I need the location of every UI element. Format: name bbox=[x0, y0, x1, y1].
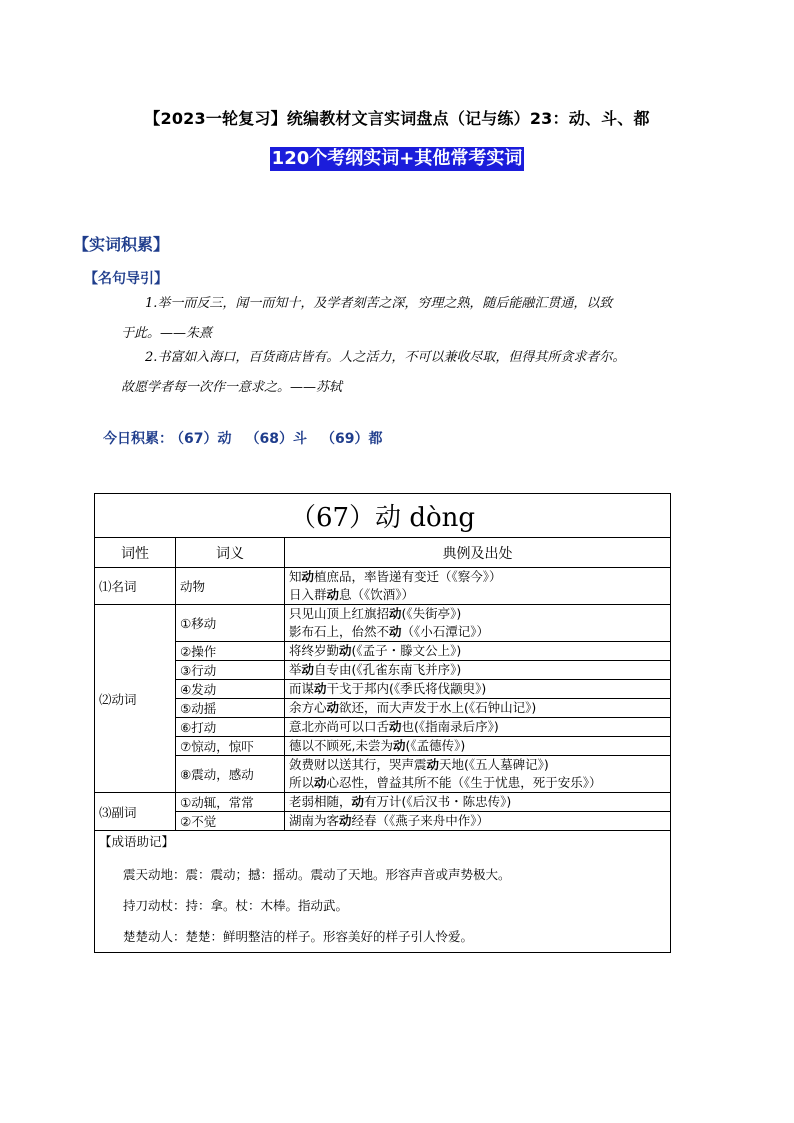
quote-1-line-1: 1.举一而反三，闻一而知十，及学者刻苦之深，穷理之熟，随后能融汇贯通，以致 bbox=[145, 296, 613, 311]
example-text: 心忍性，曾益其所不能（《生于忧患，死于安乐》） bbox=[326, 775, 602, 790]
example-text: 知 bbox=[289, 569, 302, 584]
part-of-speech-cell: ⑶副词 bbox=[95, 793, 176, 831]
table-row bbox=[95, 568, 671, 605]
section-heading: 【实词积累】 bbox=[73, 235, 170, 254]
example-text: 天地(《五人墓碑记》) bbox=[439, 757, 549, 772]
table-row bbox=[95, 605, 671, 642]
idiom-entry: 持刀动杖：持：拿。杖：木棒。指动武。 bbox=[123, 898, 349, 913]
quote-2-line-1: 2.书富如入海口，百货商店皆有。人之活力，不可以兼收尽取，但得其所贪求者尔。 bbox=[145, 350, 626, 365]
example-text: 意北亦尚可以口舌 bbox=[289, 719, 390, 734]
meaning-cell: ⑦惊动，惊吓 bbox=[176, 737, 285, 756]
key-word: 动 bbox=[389, 624, 402, 639]
example-text: (《孟子・滕文公上》) bbox=[351, 643, 462, 658]
example-cell bbox=[285, 812, 671, 831]
example-line bbox=[289, 737, 666, 755]
example-line bbox=[289, 586, 666, 604]
example-cell bbox=[285, 605, 671, 642]
example-cell bbox=[285, 642, 671, 661]
today-item: （68）斗 bbox=[245, 431, 307, 447]
example-text: 影布石上，佁然不 bbox=[289, 624, 390, 639]
example-text: (《孟德传》) bbox=[405, 738, 466, 753]
example-line bbox=[289, 680, 666, 698]
example-line bbox=[289, 699, 666, 717]
example-line bbox=[289, 812, 666, 830]
example-text: 举 bbox=[289, 662, 302, 677]
subtitle-wrap bbox=[0, 147, 794, 171]
today-accumulation bbox=[103, 428, 396, 448]
table-row bbox=[95, 661, 671, 680]
example-text: 德以不顾死,未尝为 bbox=[289, 738, 393, 753]
key-word: 动 bbox=[301, 569, 315, 584]
example-text: 自专由(《孔雀东南飞并序》) bbox=[314, 662, 462, 677]
key-word: 动 bbox=[314, 775, 327, 790]
example-cell bbox=[285, 756, 671, 793]
meaning-cell: ①动辄，常常 bbox=[176, 793, 285, 812]
example-text: (《失街亭》) bbox=[401, 606, 462, 621]
quote-1 bbox=[121, 289, 721, 349]
key-word: 动 bbox=[326, 700, 340, 715]
table-body bbox=[95, 568, 671, 831]
example-text: 将终岁勤 bbox=[289, 643, 340, 658]
quote-2-line-2: 故愿学者每一次作一意求之。——苏轼 bbox=[121, 380, 343, 395]
table-row bbox=[95, 680, 671, 699]
table-heading: （67）动 dòng bbox=[95, 494, 671, 538]
document-subtitle: 120个考纲实词+其他常考实词 bbox=[271, 148, 523, 169]
example-line bbox=[289, 793, 666, 811]
example-line bbox=[289, 642, 666, 660]
table-row bbox=[95, 737, 671, 756]
key-word: 动 bbox=[351, 794, 365, 809]
example-line bbox=[289, 623, 666, 641]
example-line bbox=[289, 661, 666, 679]
meaning-cell: ④发动 bbox=[176, 680, 285, 699]
today-item: （67）动 bbox=[177, 431, 232, 447]
key-word: 动 bbox=[314, 681, 327, 696]
example-text: 有万计(《后汉书・陈忠传》) bbox=[364, 794, 512, 809]
example-line bbox=[289, 718, 666, 736]
example-cell bbox=[285, 661, 671, 680]
example-cell bbox=[285, 568, 671, 605]
word-table bbox=[94, 493, 671, 953]
idiom-section bbox=[95, 831, 671, 953]
key-word: 动 bbox=[339, 643, 352, 658]
key-word: 动 bbox=[392, 738, 406, 753]
example-text: 而谋 bbox=[289, 681, 315, 696]
table-row bbox=[95, 756, 671, 793]
key-word: 动 bbox=[326, 587, 340, 602]
example-line bbox=[289, 774, 666, 792]
key-word: 动 bbox=[301, 662, 315, 677]
table-row bbox=[95, 718, 671, 737]
part-of-speech-cell: ⑴名词 bbox=[95, 568, 176, 605]
quote-2 bbox=[121, 343, 721, 403]
example-text: 欲还，而大声发于水上(《石钟山记》) bbox=[339, 700, 537, 715]
example-text: 日入群 bbox=[289, 587, 327, 602]
meaning-cell: ②操作 bbox=[176, 642, 285, 661]
key-word: 动 bbox=[389, 719, 402, 734]
idiom-entry: 震天动地：震：震动；撼：摇动。震动了天地。形容声音或声势极大。 bbox=[123, 867, 511, 882]
example-text: （《小石潭记》） bbox=[401, 624, 490, 639]
quote-1-line-2: 于此。——朱熹 bbox=[121, 326, 213, 341]
idiom-entry: 楚楚动人：楚楚：鲜明整洁的样子。形容美好的样子引人怜爱。 bbox=[123, 929, 474, 944]
example-text: 只见山顶上红旗招 bbox=[289, 606, 390, 621]
example-cell bbox=[285, 718, 671, 737]
idiom-title: 【成语助记】 bbox=[99, 834, 175, 849]
example-text: 干戈于邦内(《季氏将伐颛臾》) bbox=[326, 681, 487, 696]
meaning-cell: ①移动 bbox=[176, 605, 285, 642]
example-line bbox=[289, 605, 666, 623]
table-row bbox=[95, 699, 671, 718]
column-header: 典例及出处 bbox=[285, 538, 671, 568]
example-cell bbox=[285, 699, 671, 718]
table-row bbox=[95, 793, 671, 812]
meaning-cell: 动物 bbox=[176, 568, 285, 605]
part-of-speech-cell: ⑵动词 bbox=[95, 605, 176, 793]
example-line bbox=[289, 568, 666, 586]
meaning-cell: ②不觉 bbox=[176, 812, 285, 831]
sub-heading: 【名句导引】 bbox=[84, 271, 168, 287]
column-header: 词义 bbox=[176, 538, 285, 568]
table-row bbox=[95, 812, 671, 831]
meaning-cell: ⑧震动，感动 bbox=[176, 756, 285, 793]
example-cell bbox=[285, 737, 671, 756]
example-text: 老弱相随， bbox=[289, 794, 352, 809]
key-word: 动 bbox=[426, 757, 440, 772]
example-line bbox=[289, 756, 666, 774]
example-text: 余方心 bbox=[289, 700, 327, 715]
meaning-cell: ⑤动摇 bbox=[176, 699, 285, 718]
key-word: 动 bbox=[339, 813, 352, 828]
meaning-cell: ⑥打动 bbox=[176, 718, 285, 737]
table-row bbox=[95, 642, 671, 661]
example-text: 经春（《燕子来舟中作》） bbox=[351, 813, 490, 828]
key-word: 动 bbox=[389, 606, 402, 621]
example-text: 息（《饮酒》） bbox=[339, 587, 415, 602]
document-title: 【2023一轮复习】统编教材文言实词盘点（记与练）23：动、斗、都 bbox=[144, 109, 650, 128]
example-text: 湖南为客 bbox=[289, 813, 340, 828]
today-label: 今日积累： bbox=[103, 431, 173, 447]
example-text: 所以 bbox=[289, 775, 315, 790]
example-text: 植庶品，率皆递有变迁（《察今》） bbox=[314, 569, 502, 584]
meaning-cell: ③行动 bbox=[176, 661, 285, 680]
column-header: 词性 bbox=[95, 538, 176, 568]
example-text: 也(《指南录后序》) bbox=[401, 719, 499, 734]
today-item: （69）都 bbox=[320, 431, 383, 447]
example-cell bbox=[285, 680, 671, 699]
example-cell bbox=[285, 793, 671, 812]
example-text: 敛费财以送其行，哭声震 bbox=[289, 757, 427, 772]
